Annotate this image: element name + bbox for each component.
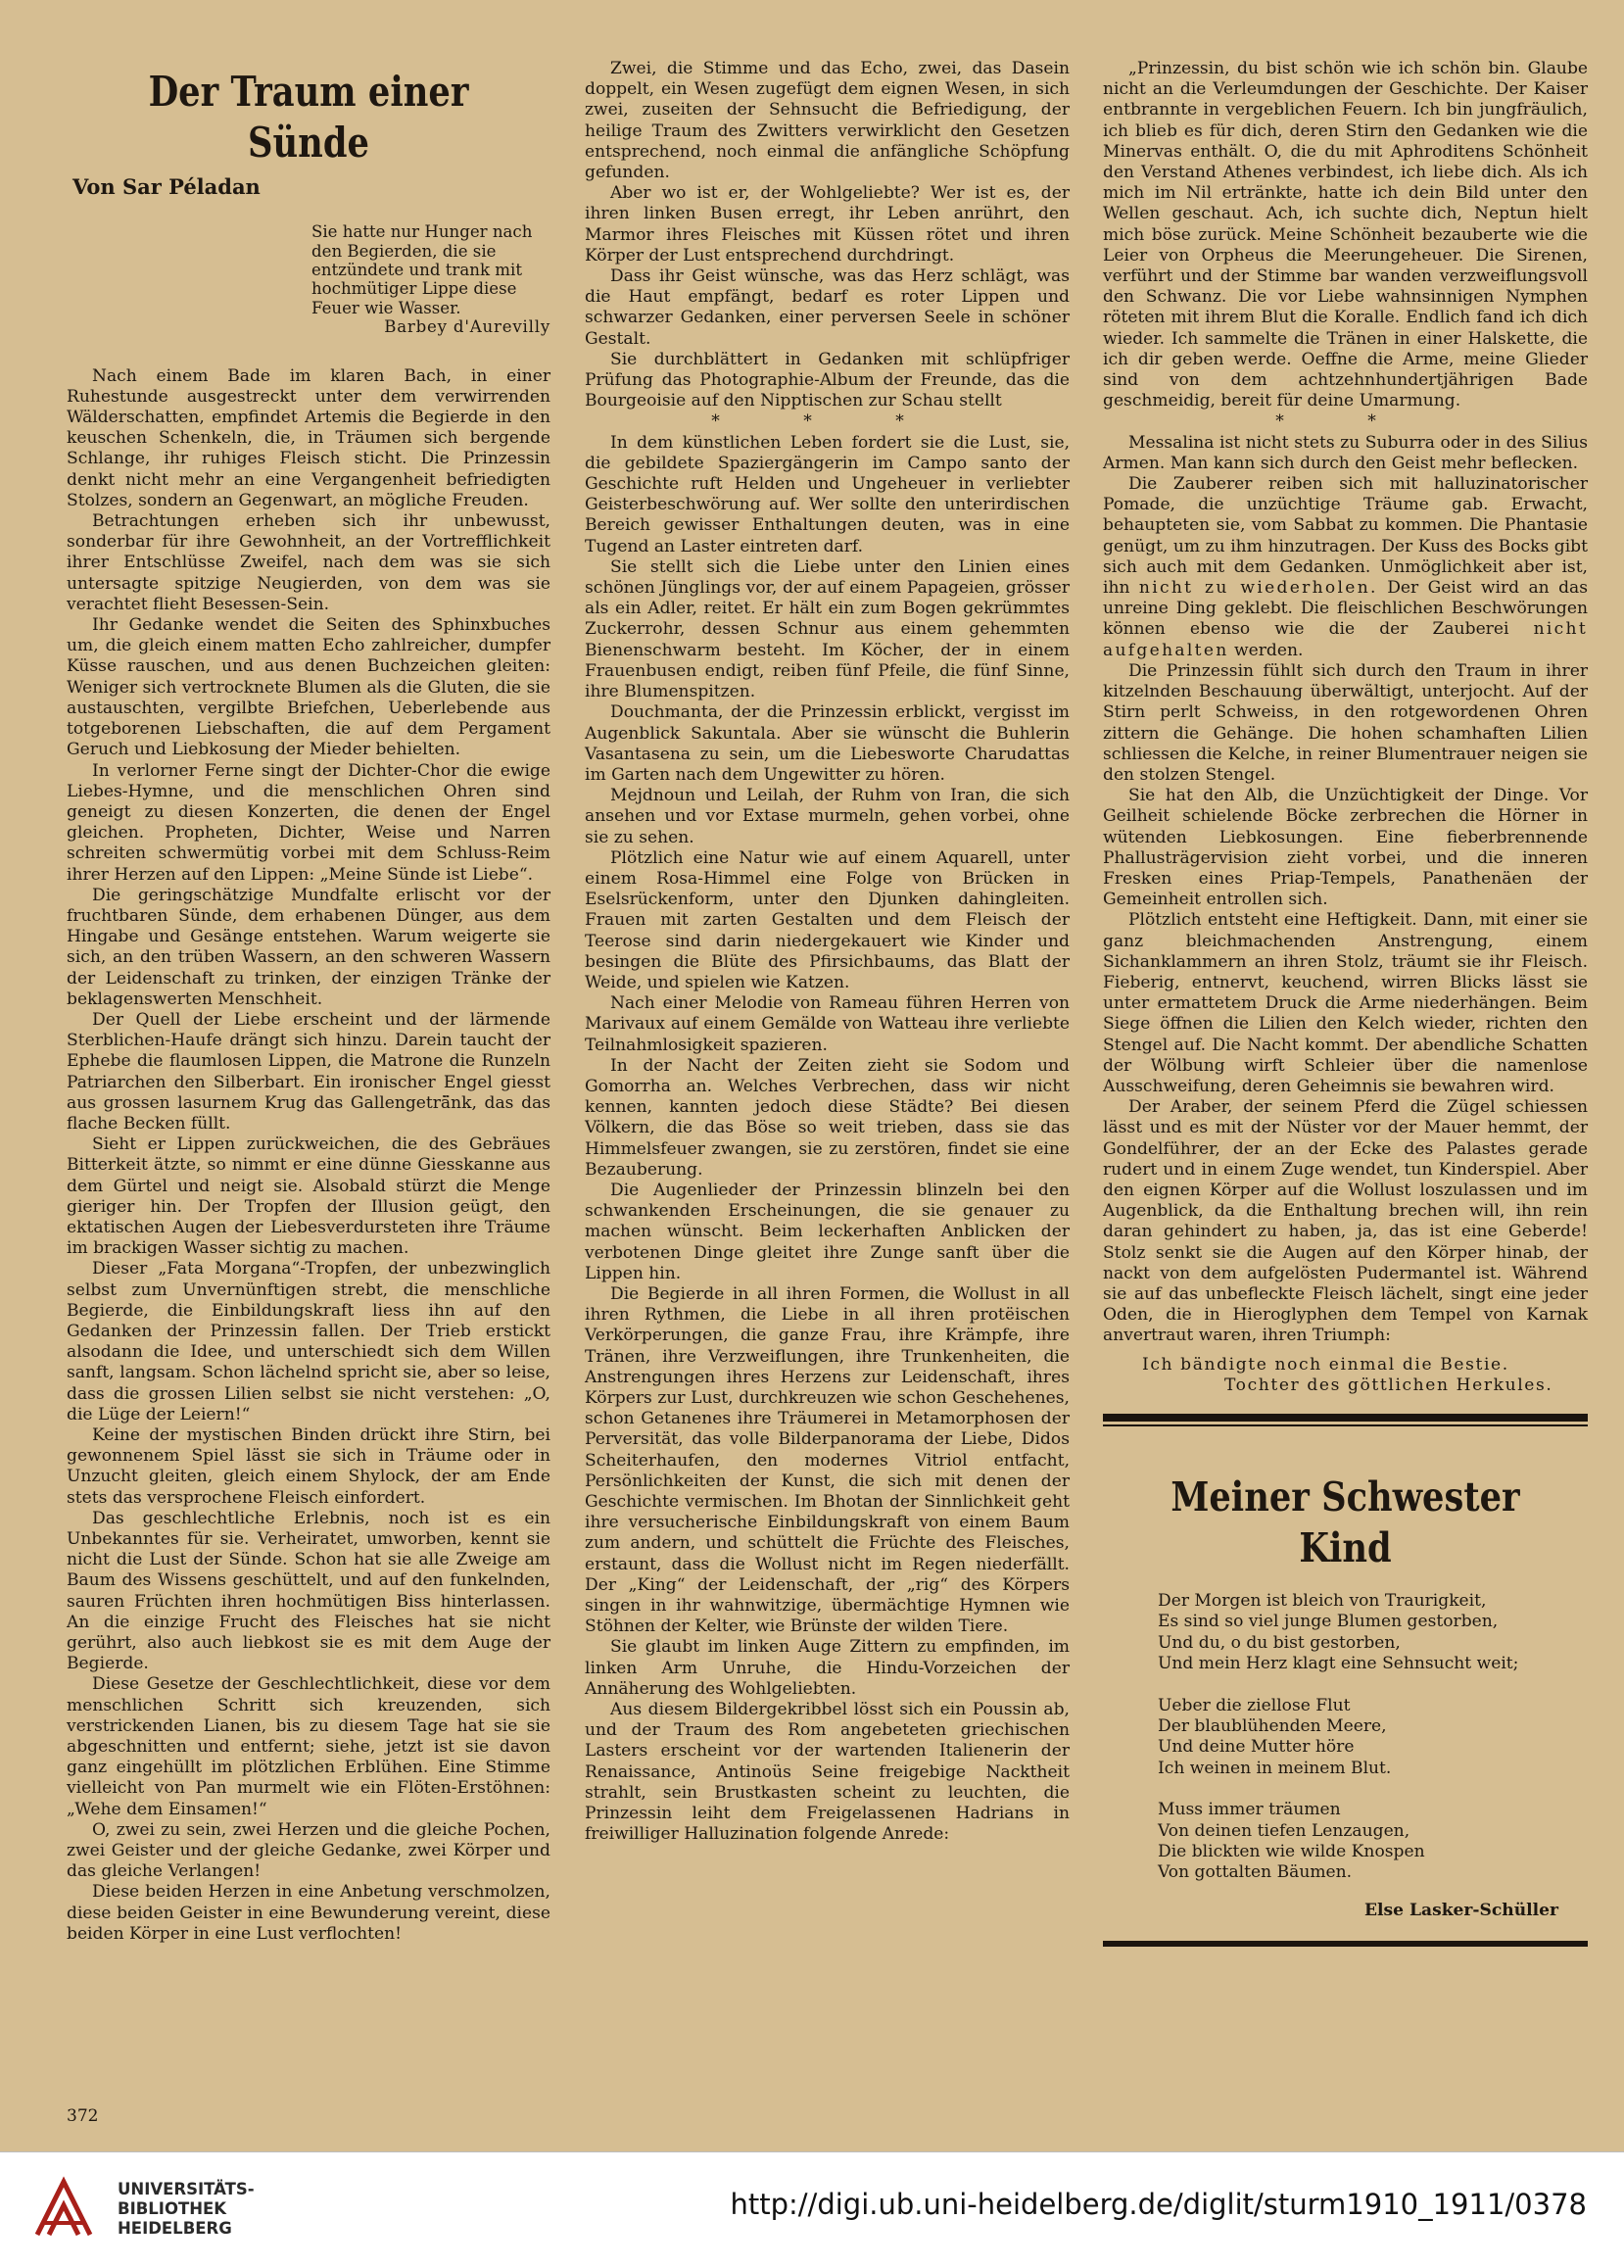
epigraph-text: Sie hatte nur Hunger nach den Begierden, die sie entzündete und trank mit hochmütiger Lippe diese Feuer wie Wasser.: [311, 222, 533, 317]
poem-line: Ueber die ziellose Flut: [1158, 1695, 1351, 1715]
poem-stanza: [1158, 1591, 1588, 1675]
poem-title: Meiner Schwester Kind: [1170, 1473, 1520, 1571]
poem-line: Muss immer träumen: [1158, 1800, 1341, 1820]
poem-stanza: [1158, 1800, 1588, 1884]
epigraph: [311, 222, 550, 336]
poem-line: Und deine Mutter höre: [1158, 1737, 1355, 1758]
divider-rule-thin: [1103, 1424, 1588, 1426]
text-run: werden.: [1233, 640, 1304, 660]
paragraph: Sieht er Lippen zurückweichen, die des Gebräues Bitterkeit ätzte, so nimmt er eine dünne Giesskanne aus dem Gürtel und neigt sie. Alsobald stürzt die Menge gieriger hin. Der Tropfen der Illusion geügt, den ektatischen Augen der Liebesverdursteten ihre Träume im brackigen Wasser sichtig zu machen.: [67, 1134, 550, 1259]
paragraph: Sie durchblättert in Gedanken mit schlüpfriger Prüfung das Photographie-Album der Freunde, das die Bourgeoisie auf den Nipptischen zur Schau stellt: [585, 349, 1070, 411]
poem-line: Von gottalten Bäumen.: [1158, 1862, 1353, 1883]
library-footer: [0, 2151, 1624, 2268]
paragraph: Nach einem Bade im klaren Bach, in einer Ruhestunde ausgestreckt unter dem verwirrenden Wälderschatten, empfindet Artemis die Begierde in den keuschen Schenkeln, die, in Träumen sich bergende Schlange, ihr ruhiges Fleisch sticht. Die Prinzessin denkt nicht mehr an eine Vergangenheit befriedigten Stolzes, sondern an Gegenwart, an mögliche Freuden.: [67, 365, 550, 510]
poem-line: Es sind so viel junge Blumen gestorben,: [1158, 1612, 1499, 1632]
library-name: [118, 2180, 255, 2239]
paragraph: Betrachtungen erheben sich ihr unbewusst, sonderbar für ihre Gewohnheit, an der Vortrefflichkeit ihrer Entschlüsse Zweifel, nach dem was sie sich untersagte spitzige Neugierden, von dem was sie verachtet flieht Besessen-Sein.: [67, 511, 550, 614]
library-name-line: UNIVERSITÄTS-: [118, 2180, 255, 2198]
poem-line: Der Morgen ist bleich von Traurigkeit,: [1158, 1591, 1487, 1611]
epigraph-author: Barbey d'Aurevilly: [384, 317, 550, 337]
poem-line: Und mein Herz klagt eine Sehnsucht weit;: [1158, 1654, 1519, 1674]
paragraph: In der Nacht der Zeiten zieht sie Sodom und Gomorrha an. Welches Verbrechen, dass wir nicht kennen, kannten jedoch diese Städte? Bei diesen Völkern, die das Böse so weit trieben, dass sie das Himmelsfeuer zwangen, sie zu zerstören, findet sie eine Bezauberung.: [585, 1055, 1070, 1180]
paragraph: Douchmanta, der die Prinzessin erblickt, vergisst im Augenblick Sakuntala. Aber sie wünscht die Buhlerin Vasantasena zu sein, um die Liebesworte Charudattas im Garten nach dem Ungewitter zu hören.: [585, 702, 1070, 785]
library-name-line: BIBLIOTHEK: [118, 2199, 227, 2218]
poem-line: Und du, o du bist gestorben,: [1158, 1632, 1401, 1653]
paragraph: Die geringschätzige Mundfalte erlischt vor der fruchtbaren Sünde, dem erhabenen Dünger, aus dem Hingabe und Gesänge entstehen. Warum weigerte sie sich, an den trüben Wassern, an den schweren Wassern der Leidenschaft zu trinken, der einzigen Tränke der beklagenswerten Menschheit.: [67, 885, 550, 1009]
divider-rule: [1103, 1414, 1588, 1422]
paragraph: Der Araber, der seinem Pferd die Zügel schiessen lässt und es mit der Nüster vor der Mauer hemmt, der Gondelführer, der an der Ecke des Palastes gerade rudert und in einem Zuge wendet, tun Kinderspiel. Aber den eignen Körper auf die Wollust loszulassen und im Augenblick, da die Enthaltung brechen will, ihn rein daran gehindert zu haben, ja, das ist eine Geberde! Stolz senkt sie die Augen auf den Körper hinab, der nackt von dem aufgelösten Pudermantel ist. Während sie auf das unbefleckte Fleisch lächelt, singt eine jeder Oden, die in Hieroglyphen dem Tempel von Karnak anvertraut waren, ihren Triumph:: [1103, 1097, 1588, 1346]
paragraph: [1103, 474, 1588, 661]
section-divider: * *: [1275, 411, 1415, 432]
closing-line-1: Ich bändigte noch einmal die Bestie.: [1142, 1354, 1509, 1375]
paragraph: Plötzlich eine Natur wie auf einem Aquarell, unter einem Rosa-Himmel eine Folge von Brücken in Eselsrückenform, unter den Djunken dahingleiten. Frauen mit zarten Gestalten und dem Fleisch der Teerose sind darin niedergekauert wie Kinder und besingen die Blüte des Pfirsichbaums, das Blatt der Weide, und spielen wie Katzen.: [585, 847, 1070, 992]
paragraph: Diese beiden Herzen in eine Anbetung verschmolzen, diese beiden Geister in eine Bewunderung vereint, diese beiden Körper in eine Lust verflochten!: [67, 1882, 550, 1944]
paragraph: Mejdnoun und Leilah, der Ruhm von Iran, die sich ansehen und vor Extase murmeln, gehen vorbei, ohne sie zu sehen.: [585, 786, 1070, 847]
bottom-rule: [1103, 1941, 1588, 1947]
paragraph: Aber wo ist er, der Wohlgeliebte? Wer ist es, der ihren linken Busen erregt, ihr Leben anrührt, den Marmor ihres Fleisches mit Küssen rötet und ihren Körper der Lust entsprechend durchdringt.: [585, 183, 1070, 265]
paragraph: Die Augenlieder der Prinzessin blinzeln bei den schwankenden Erscheinungen, die sie genauer zu machen wünscht. Beim leckerhaften Anblicken der verbotenen Dinge gleitet ihre Zunge sanft über die Lippen hin.: [585, 1180, 1070, 1283]
text-run: Der Geist wird an das unreine Ding geklebt. Die fleischlichen Beschwörungen können ebenso wie die der Zauberei: [1103, 578, 1589, 640]
text-run: Die Zauberer reiben sich mit halluzinatorischer Pomade, die unzüchtige Träume gab. Erwacht, behaupteten sie, vom Sabbat zu kommen. Die Phantasie genügt, um zu ihm hinzutragen. Der Kuss des Bocks gibt sich auch mit dem Gedanken. Unmöglichkeit aber ist, ihn: [1103, 474, 1588, 599]
article-title: Der Traum einer Sünde: [148, 68, 469, 167]
spaced-emphasis: nicht aufgehalten: [1103, 619, 1588, 660]
library-logo-icon: [29, 2174, 98, 2243]
poem-author: Else Lasker-Schüller: [1364, 1900, 1558, 1920]
paragraph: Sie glaubt im linken Auge Zittern zu empfinden, im linken Arm Unruhe, die Hindu-Vorzeichen der Annäherung des Wohlgeliebten.: [585, 1637, 1070, 1699]
paragraph: In dem künstlichen Leben fordert sie die Lust, sie, die gebildete Spaziergängerin im Campo santo der Geschichte ruft Helden und Ungeheuer in verliebter Geisterbeschwörung auf. Wer sollte den unterirdischen Bereich gewisser Enthaltungen deuten, was in eine Tugend an Laster eintreten darf.: [585, 432, 1070, 556]
closing-line-2: Tochter des göttlichen Herkules.: [1224, 1375, 1553, 1395]
paragraph: Keine der mystischen Binden drückt ihre Stirn, bei gewonnenem Spiel lässt sie sich in Träume oder in Unzucht gleiten, gleich einem Shylock, der am Ende stets das versprochene Fleisch einfordert.: [67, 1425, 550, 1508]
paragraph: Zwei, die Stimme und das Echo, zwei, das Dasein doppelt, ein Wesen zugefügt dem eignen Wesen, in sich zwei, zuseiten der Sehnsucht die Befriedigung, der heilige Traum des Zwitters verwirklicht den Gesetzen entsprechend, noch einmal die anfängliche Schöpfung gefunden.: [585, 59, 1070, 183]
poem-line: Die blickten wie wilde Knospen: [1158, 1842, 1425, 1862]
article-byline: Von Sar Péladan: [72, 174, 261, 199]
column-1: [67, 59, 550, 1945]
paragraph: Ihr Gedanke wendet die Seiten des Sphinxbuches um, die gleich einem matten Echo zahlreicher, dumpfer Küsse rauschen, und aus denen Buchzeichen gleiten: Weniger sich vertrocknete Blumen als die Gluten, die sie austauschten, vergilbte Briefchen, Ueberlebende aus totgeborenen Liebschaften, die auf dem Pergament Geruch und Liebkosung der Mieder behielten.: [67, 615, 550, 760]
page-number: 372: [67, 2106, 99, 2126]
paragraph: Die Begierde in all ihren Formen, die Wollust in all ihren Rythmen, die Liebe in all ihren protëischen Verkörperungen, die ganze Frau, ihre Krämpfe, ihre Tränen, ihre Verzweiflungen, ihre Trunkenheiten, die Anstrengungen ihres Herzens zur Leidenschaft, ihres Körpers zur Lust, durchkreuzen wie schon Geschehenes, schon Getanenes ihre Träumerei in Metamorphosen der Perversität, das volle Bilderpanorama der Liebe, Didos Scheiterhaufen, den modernes Vitriol entfacht, Persönlichkeiten der Kunst, die sich mit denen der Geschichte vermischen. Im Bhotan der Sinnlichkeit geht ihre versucherische Einbildungskraft von einem Baum zum andern, und schüttelt die Früchte des Fleisches, erstaunt, dass die Wollust nicht im Regen niederfällt. Der „King“ der Leidenschaft, der „rig“ des Körpers singen in ihr wahnwitzige, übermächtige Hymnen wie Stöhnen der Kelter, wie Brünste der wilden Tiere.: [585, 1283, 1070, 1637]
paragraph: Der Quell der Liebe erscheint und der lärmende Sterblichen-Haufe drängt sich hinzu. Darein taucht der Ephebe die flaumlosen Lippen, die Matrone die Runzeln Patriarchen den Silberbart. Ein ironischer Engel giesst aus grossen lasurnem Krug das Gallengeträ̈nk, das das flache Becken füllt.: [67, 1009, 550, 1134]
source-url-link[interactable]: http://digi.ub.uni-heidelberg.de/diglit/sturm1910_1911/0378: [730, 2188, 1587, 2221]
paragraph: Dieser „Fata Morgana“-Tropfen, der unbezwinglich selbst zum Unvernünftigen strebt, die menschliche Begierde, die Einbildungskraft liess ihn auf den Gedanken der Prinzessin fallen. Der Trieb erstickt alsodann die Idee, und unterschiedt sich dem Willen sanft, langsam. Schon lächelnd spricht sie, aber so leise, dass die grossen Lilien selbst sie nicht verstehen: „O, die Lüge der Leiern!“: [67, 1259, 550, 1424]
paragraph: Plötzlich entsteht eine Heftigkeit. Dann, mit einer sie ganz bleichmachenden Anstrengung, einem Sichanklammern an ihren Stolz, träumt sie ihr Fleisch. Fieberig, entnervt, keuchend, wirren Blicks lässt sie unter ermattetem Druck die Arme niederhängen. Beim Siege öffnen die Lilien den Kelch wieder, richten den Stengel auf. Die Nacht kommt. Der abendliche Schatten der Wölbung wirft Schleier über die namenlose Ausschweifung, deren Geheimnis sie bewahren wird.: [1103, 910, 1588, 1096]
column-3: [1103, 59, 1588, 1947]
section-divider: * * *: [711, 411, 943, 432]
spaced-emphasis: nicht zu wiederholen.: [1138, 578, 1378, 599]
paragraph: Messalina ist nicht stets zu Suburra oder in des Silius Armen. Man kann sich durch den Geist mehr beflecken.: [1103, 432, 1588, 473]
paragraph: „Prinzessin, du bist schön wie ich schön bin. Glaube nicht an die Verleumdungen der Geschichte. Der Kaiser entbrannte in vergeblichen Feuern. Ich bin jungfräulich, ich blieb es für dich, deren Stirn den Gedanken wie die Minervas enthält. O, die du mit Aphroditens Schönheit den Verstand Athenes verbindest, ich liebe dich. Als ich mich im Nil ertränkte, hatte ich dein Bild unter den Wellen geschaut. Ach, ich suchte dich, Neptun hielt mich böse zurück. Meine Schönheit bezauberte wie die Leier von Orpheus die Meerungeheuer. Die Sirenen, verführt und der Stimme bar wanden verzweiflungsvoll den Schwanz. Die vor Liebe wahnsinnigen Nymphen röteten mit ihrem Blut die Koralle. Endlich fand ich dich wieder. Ich sammelte die Tränen in einer Halskette, die ich dir geben werde. Oeffne die Arme, meine Glieder sind von dem achtzehnhundertjährigen Bade geschmeidig, bereit für deine Umarmung.: [1103, 59, 1588, 411]
paragraph: Diese Gesetze der Geschlechtlichkeit, diese vor dem menschlichen Schritt sich kreuzenden, sich verstrickenden Lianen, bis zu diesem Tage hat sie sie abgeschnitten und entfernt; siehe, jetzt ist sie davon ganz eingehüllt im plötzlichen Erblühen. Eine Stimme vielleicht von Pan murmelt wie ein Flöten-Erstöhnen: „Wehe dem Einsamen!“: [67, 1674, 550, 1819]
paragraph: Aus diesem Bildergekribbel lösst sich ein Poussin ab, und der Traum des Rom angebeteten griechischen Lasters erscheint vor der wartenden Italienerin der Renaissance, Antinoüs Seine freigebige Nacktheit strahlt, sein Brustkasten scheint zu leuchten, die Prinzessin leiht dem Freigelassenen Hadrians in freiwilliger Halluzination folgende Anrede:: [585, 1700, 1070, 1845]
paragraph: Das geschlechtliche Erlebnis, noch ist es ein Unbekanntes für sie. Verheiratet, umworben, kennt sie nicht die Lust der Sünde. Schon hat sie alle Zweige am Baum des Wissens geschüttelt, und auf den funkelnden, sauren Früchten ihren hochmütigen Biss hinterlassen. An die einzige Frucht des Fleisches hat sie nicht gerührt, also auch liebkost sie es mit dem Auge der Begierde.: [67, 1508, 550, 1674]
paragraph: Dass ihr Geist wünsche, was das Herz schlägt, was die Haut empfängt, bedarf es roter Lippen und schwarzer Gedanken, einer perversen Seele in schöner Gestalt.: [585, 266, 1070, 349]
poem-body: [1158, 1591, 1588, 1884]
column-2: [585, 59, 1070, 1845]
poem-line: Der blaublühenden Meere,: [1158, 1716, 1387, 1737]
paragraph: Sie hat den Alb, die Unzüchtigkeit der Dinge. Vor Geilheit schielende Böcke zerbrechen die Hörner in wütenden Liebkosungen. Eine fieberbrennende Phallusträgervision zieht vorbei, und die inneren Fresken eines Priap-Tempels, Panathenäen der Gemeinheit entrollen sich.: [1103, 786, 1588, 910]
paragraph: Sie stellt sich die Liebe unter den Linien eines schönen Jünglings vor, der auf einem Papageien, grösser als ein Adler, reitet. Er hält ein zum Bogen gekrümmtes Zuckerrohr, dessen Schnur aus einem gehemmten Bienenschwarm besteht. Im Köcher, der in einem Frauenbusen endigt, reiben fünf Pfeile, die fünf Sinne, ihre Blumenspitzen.: [585, 556, 1070, 702]
poem-line: Von deinen tiefen Lenzaugen,: [1158, 1820, 1410, 1841]
library-name-line: HEIDELBERG: [118, 2219, 232, 2238]
paragraph: O, zwei zu sein, zwei Herzen und die gleiche Pochen, zwei Geister und der gleiche Gedanke, zwei Körper und das gleiche Verlangen!: [67, 1819, 550, 1882]
poem-stanza: [1158, 1696, 1588, 1780]
paragraph: Nach einer Melodie von Rameau führen Herren von Marivaux auf einem Gemälde von Watteau ihre verliebte Teilnahmlosigkeit spazieren.: [585, 993, 1070, 1055]
paragraph: Die Prinzessin fühlt sich durch den Traum in ihrer kitzelnden Beschauung überwältigt, unterjocht. Auf der Stirn perlt Schweiss, in den rotgewordenen Ohren zittern die Gehänge. Die hohen schamhaften Lilien schliessen die Kelche, in reiner Blumentrauer neigen sie den stolzen Stengel.: [1103, 660, 1588, 785]
paragraph: In verlorner Ferne singt der Dichter-Chor die ewige Liebes-Hymne, und die menschlichen Ohren sind geneigt zu diesen Konzerten, die denen der Engel gleichen. Propheten, Dichter, Weise und Narren schreiten schwermütig vorbei mit dem Schluss-Reim ihrer Herzen auf den Lippen: „Meine Sünde ist Liebe“.: [67, 760, 550, 885]
poem-line: Ich weinen in meinem Blut.: [1158, 1758, 1392, 1778]
closing-lines: [1103, 1355, 1588, 1396]
